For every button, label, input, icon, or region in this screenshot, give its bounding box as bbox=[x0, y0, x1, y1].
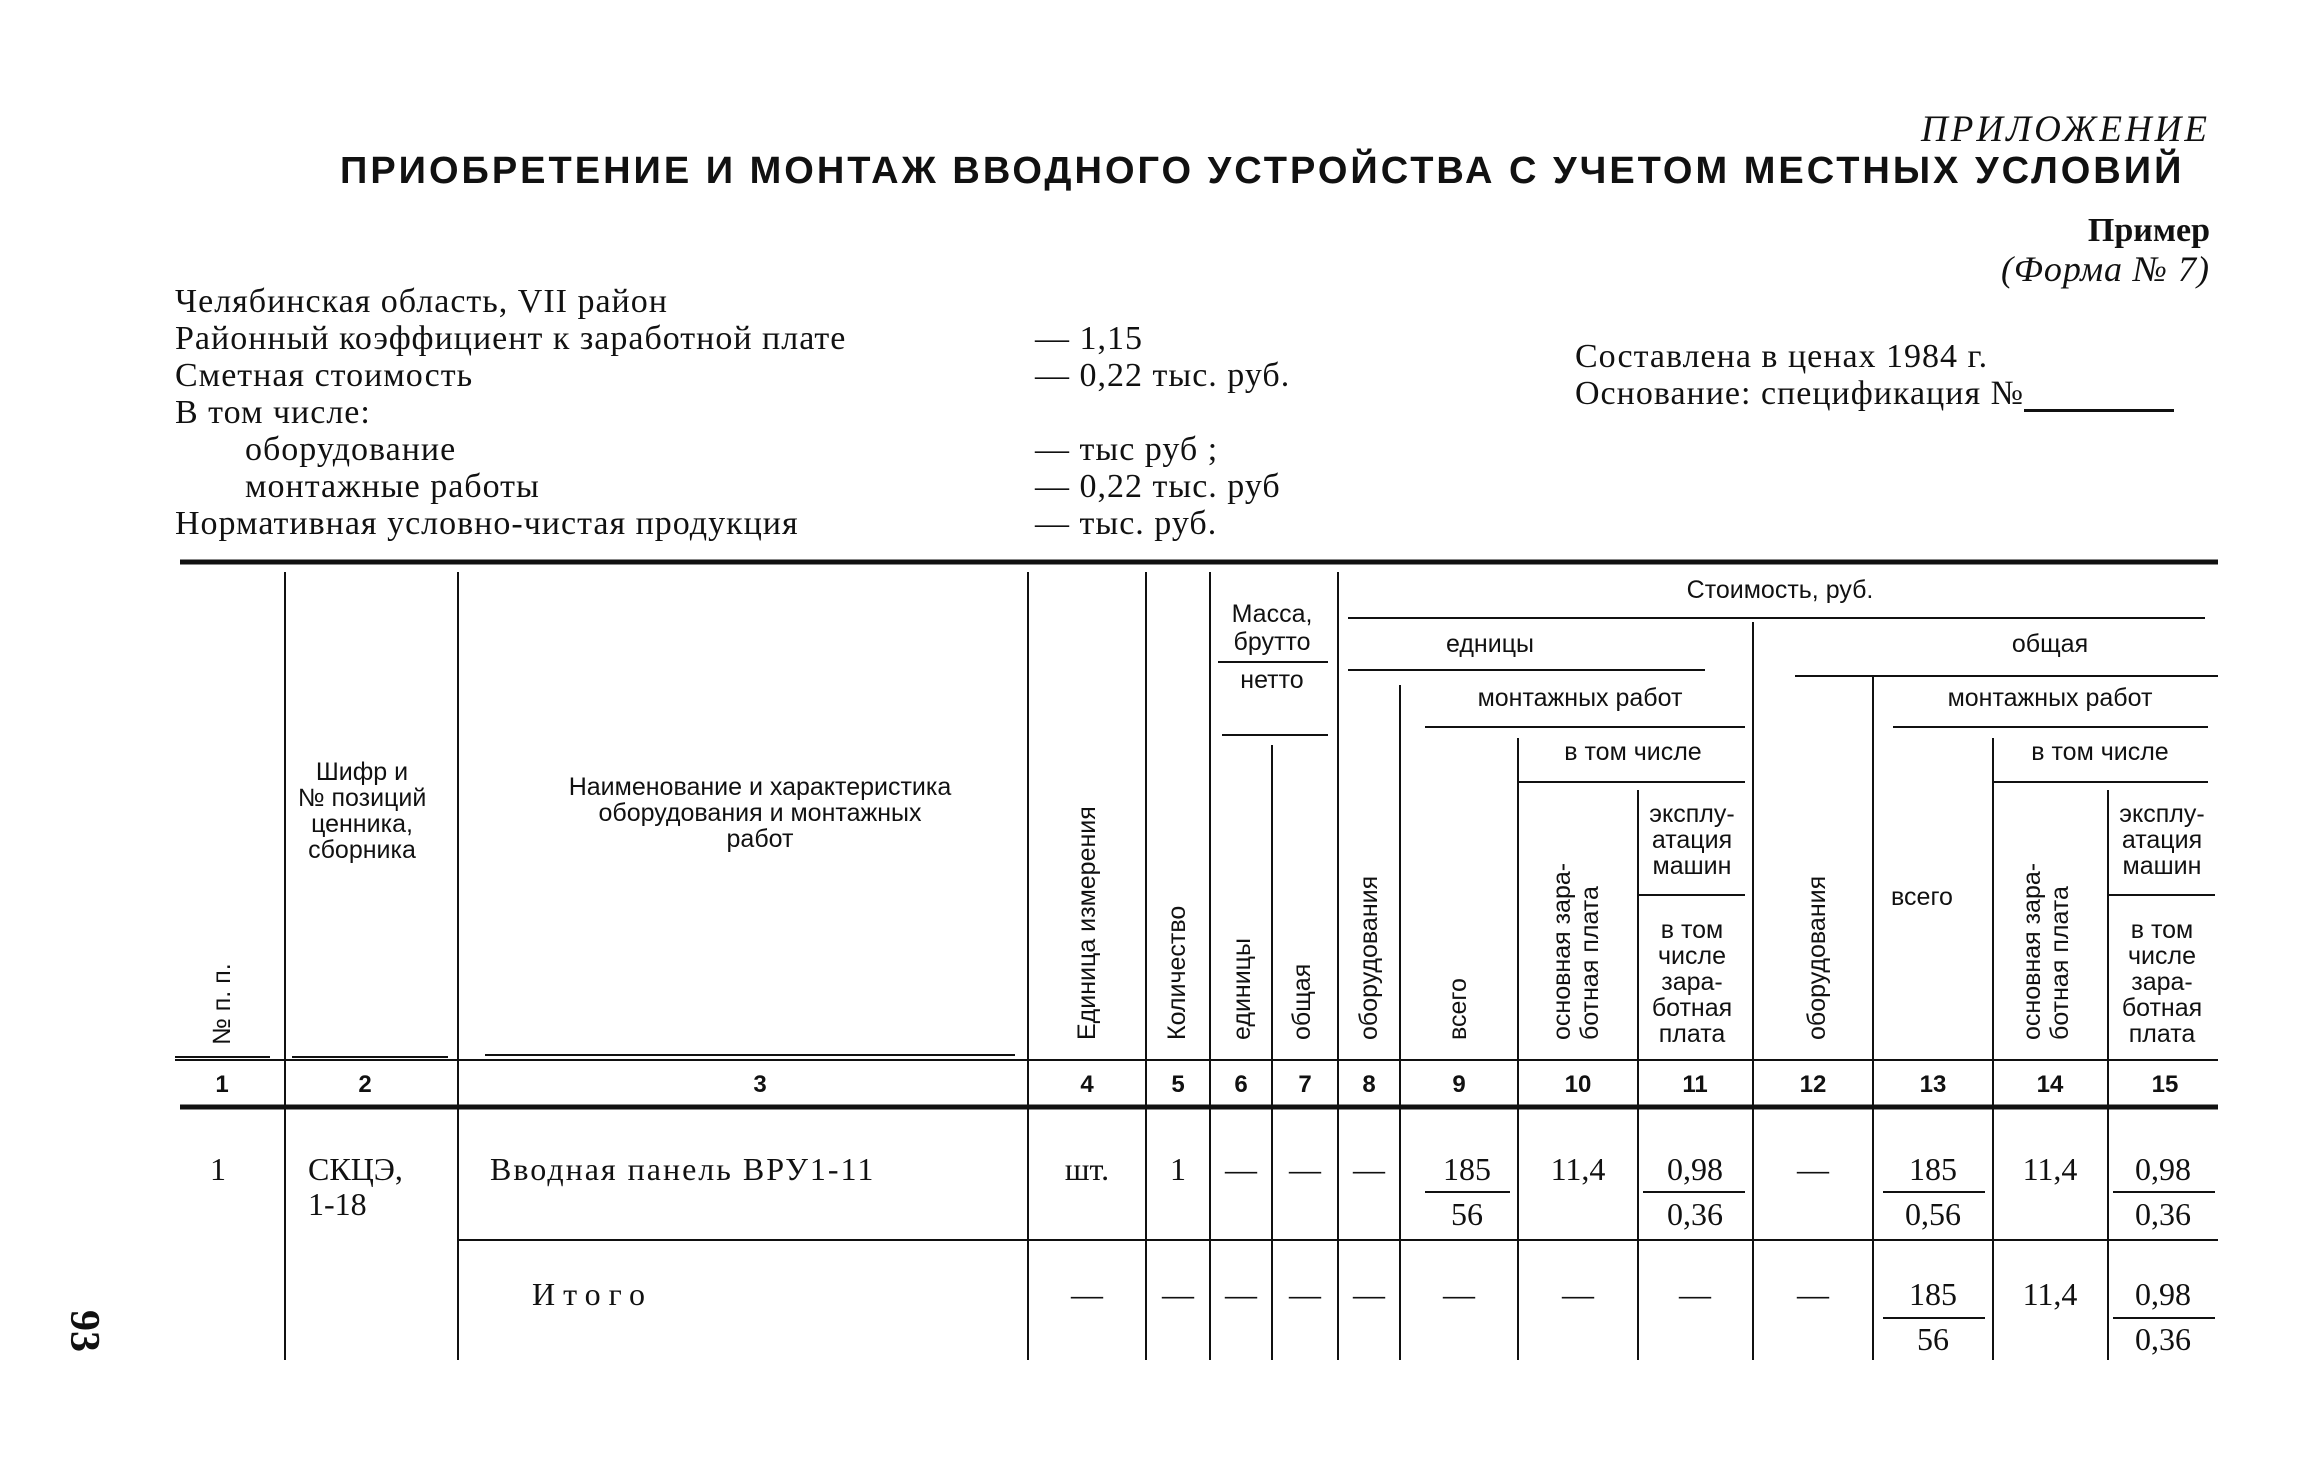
hdr-name-3: работ bbox=[726, 825, 794, 853]
hdr-machines-d-1: в том bbox=[2130, 916, 2194, 944]
row1-c11-bot: 0,36 bbox=[1667, 1196, 1723, 1232]
total-label: Итого bbox=[532, 1276, 653, 1312]
row1-c10: 11,4 bbox=[1550, 1151, 1606, 1187]
hdr-mass-unit: единицы bbox=[1228, 938, 1256, 1040]
total-c13-bot: 56 bbox=[1917, 1321, 1949, 1357]
row1-c13-bot: 0,56 bbox=[1905, 1196, 1961, 1232]
colnum-12: 12 bbox=[1799, 1071, 1827, 1098]
hdr-machines-a-2: атация bbox=[1651, 826, 1733, 854]
colnum-4: 4 bbox=[1080, 1071, 1094, 1098]
hdr-install-unit: монтажных работ bbox=[1477, 684, 1683, 712]
total-c4: — bbox=[1071, 1276, 1103, 1312]
hdr-base-wage-total-1: основная зара- bbox=[2018, 862, 2046, 1040]
hdr-machines-d-2: числе bbox=[2128, 942, 2196, 970]
row1-c8: — bbox=[1353, 1151, 1385, 1187]
row1-c9-bot: 56 bbox=[1451, 1196, 1483, 1232]
row1-c11-top: 0,98 bbox=[1667, 1151, 1723, 1187]
table-lines bbox=[175, 562, 2218, 1360]
hdr-name-1: Наименование и характеристика bbox=[568, 773, 952, 801]
hdr-all-unit: всего bbox=[1444, 978, 1472, 1040]
basis-text: Основание: спецификация № bbox=[1575, 375, 2025, 412]
info-install-value: — 0,22 тыс. руб bbox=[1035, 468, 1281, 505]
total-c7: — bbox=[1289, 1276, 1321, 1312]
colnum-15: 15 bbox=[2151, 1071, 2179, 1098]
total-c12: — bbox=[1797, 1276, 1829, 1312]
info-install-label: монтажные работы bbox=[245, 468, 540, 505]
row1-code-2: 1-18 bbox=[308, 1186, 367, 1222]
row1-code-1: СКЦЭ, bbox=[308, 1151, 403, 1187]
hdr-incl-unit: в том числе bbox=[1564, 738, 1702, 766]
colnum-13: 13 bbox=[1919, 1071, 1947, 1098]
hdr-code-1: Шифр и bbox=[315, 758, 409, 786]
page-number: 93 bbox=[61, 1310, 107, 1352]
colnum-5: 5 bbox=[1171, 1071, 1185, 1098]
hdr-machines-b-4: ботная bbox=[1651, 994, 1733, 1022]
total-c13-top: 185 bbox=[1909, 1276, 1957, 1312]
table-total-row bbox=[532, 1276, 2191, 1357]
row1-c15-bot: 0,36 bbox=[2135, 1196, 2191, 1232]
total-c5: — bbox=[1162, 1276, 1194, 1312]
hdr-num: № п. п. bbox=[208, 963, 236, 1045]
hdr-equipment-total: оборудования bbox=[1803, 875, 1831, 1040]
row1-c6: — bbox=[1225, 1151, 1257, 1187]
info-region: Челябинская область, VII район bbox=[175, 283, 668, 320]
colnum-2: 2 bbox=[358, 1071, 372, 1098]
hdr-machines-a-1: эксплу- bbox=[1649, 800, 1735, 828]
info-equip-label: оборудование bbox=[245, 431, 457, 468]
hdr-total: общая bbox=[2011, 630, 2089, 658]
hdr-machines-b-5: плата bbox=[1658, 1020, 1726, 1048]
hdr-machines-a-3: машин bbox=[1652, 852, 1732, 880]
hdr-machines-b-2: числе bbox=[1658, 942, 1726, 970]
total-c11: — bbox=[1679, 1276, 1711, 1312]
hdr-mass-1: Масса, bbox=[1231, 600, 1313, 628]
row1-c15-top: 0,98 bbox=[2135, 1151, 2191, 1187]
hdr-net: нетто bbox=[1240, 666, 1304, 694]
hdr-mass-total: общая bbox=[1288, 963, 1316, 1040]
hdr-base-wage-unit-2: ботная плата bbox=[1576, 886, 1604, 1040]
hdr-machines-d-4: ботная bbox=[2121, 994, 2203, 1022]
hdr-machines-b-1: в том bbox=[1660, 916, 1724, 944]
row1-num: 1 bbox=[210, 1151, 226, 1187]
hdr-cost: Стоимость, руб. bbox=[1686, 576, 1874, 604]
hdr-machines-c-3: машин bbox=[2122, 852, 2202, 880]
row1-c9-top: 185 bbox=[1443, 1151, 1491, 1187]
hdr-all-total: всего bbox=[1891, 883, 1953, 911]
colnum-8: 8 bbox=[1362, 1071, 1376, 1098]
info-norm-value: — тыс. руб. bbox=[1035, 505, 1218, 542]
colnum-9: 9 bbox=[1452, 1071, 1466, 1098]
hdr-install-total: монтажных работ bbox=[1947, 684, 2153, 712]
page-title: ПРИОБРЕТЕНИЕ И МОНТАЖ ВВОДНОГО УСТРОЙСТВА С УЧЕТОМ МЕСТНЫХ УСЛОВИЙ bbox=[340, 150, 2185, 192]
hdr-code-4: сборника bbox=[308, 836, 416, 864]
hdr-incl-total: в том числе bbox=[2031, 738, 2169, 766]
hdr-machines-d-5: плата bbox=[2128, 1020, 2196, 1048]
row1-unit: шт. bbox=[1064, 1151, 1110, 1187]
hdr-base-wage-unit-1: основная зара- bbox=[1548, 862, 1576, 1040]
hdr-unit: Единица измерения bbox=[1073, 806, 1101, 1040]
row1-qty: 1 bbox=[1170, 1151, 1186, 1187]
hdr-code-3: ценника, bbox=[311, 810, 413, 838]
total-c15-bot: 0,36 bbox=[2135, 1321, 2191, 1357]
colnum-3: 3 bbox=[753, 1071, 767, 1098]
colnum-6: 6 bbox=[1234, 1071, 1248, 1098]
info-coef-label: Районный коэффициент к заработной плате bbox=[175, 320, 847, 357]
hdr-machines-c-1: эксплу- bbox=[2119, 800, 2205, 828]
info-cost-label: Сметная стоимость bbox=[175, 357, 474, 394]
row1-c13-top: 185 bbox=[1909, 1151, 1957, 1187]
example-label: Пример bbox=[2087, 212, 2210, 249]
hdr-machines-b-3: зара- bbox=[1661, 968, 1723, 996]
total-c6: — bbox=[1225, 1276, 1257, 1312]
total-c15-top: 0,98 bbox=[2135, 1276, 2191, 1312]
info-incl-label: В том числе: bbox=[175, 394, 371, 431]
total-c8: — bbox=[1353, 1276, 1385, 1312]
hdr-name-2: оборудования и монтажных bbox=[598, 799, 922, 827]
info-norm-label: Нормативная условно-чистая продукция bbox=[175, 505, 799, 542]
colnum-7: 7 bbox=[1298, 1071, 1312, 1098]
form-label: (Форма № 7) bbox=[2000, 249, 2210, 289]
total-c14: 11,4 bbox=[2022, 1276, 2078, 1312]
column-numbers bbox=[215, 1071, 2178, 1098]
colnum-11: 11 bbox=[1682, 1071, 1708, 1098]
colnum-14: 14 bbox=[2036, 1071, 2064, 1098]
hdr-equipment-unit: оборудования bbox=[1355, 875, 1383, 1040]
priced-year: Составлена в ценах 1984 г. bbox=[1575, 338, 1989, 375]
hdr-qty: Количество bbox=[1163, 905, 1191, 1040]
hdr-code-2: № позиций bbox=[297, 784, 427, 812]
colnum-1: 1 bbox=[215, 1071, 229, 1098]
info-equip-value: — тыс руб ; bbox=[1035, 431, 1219, 468]
total-c9: — bbox=[1443, 1276, 1475, 1312]
colnum-10: 10 bbox=[1564, 1071, 1592, 1098]
appendix-label: ПРИЛОЖЕНИЕ bbox=[1921, 109, 2210, 150]
row1-c14: 11,4 bbox=[2022, 1151, 2078, 1187]
hdr-per-unit: едницы bbox=[1445, 630, 1535, 658]
hdr-machines-d-3: зара- bbox=[2131, 968, 2193, 996]
hdr-mass-2: брутто bbox=[1233, 628, 1311, 656]
hdr-machines-c-2: атация bbox=[2121, 826, 2203, 854]
total-c10: — bbox=[1562, 1276, 1594, 1312]
row1-name: Вводная панель ВРУ1-11 bbox=[490, 1151, 876, 1187]
hdr-base-wage-total-2: ботная плата bbox=[2046, 886, 2074, 1040]
row1-c12: — bbox=[1797, 1151, 1829, 1187]
row1-c7: — bbox=[1289, 1151, 1321, 1187]
info-cost-value: — 0,22 тыс. руб. bbox=[1035, 357, 1291, 394]
info-coef-value: — 1,15 bbox=[1035, 320, 1143, 357]
